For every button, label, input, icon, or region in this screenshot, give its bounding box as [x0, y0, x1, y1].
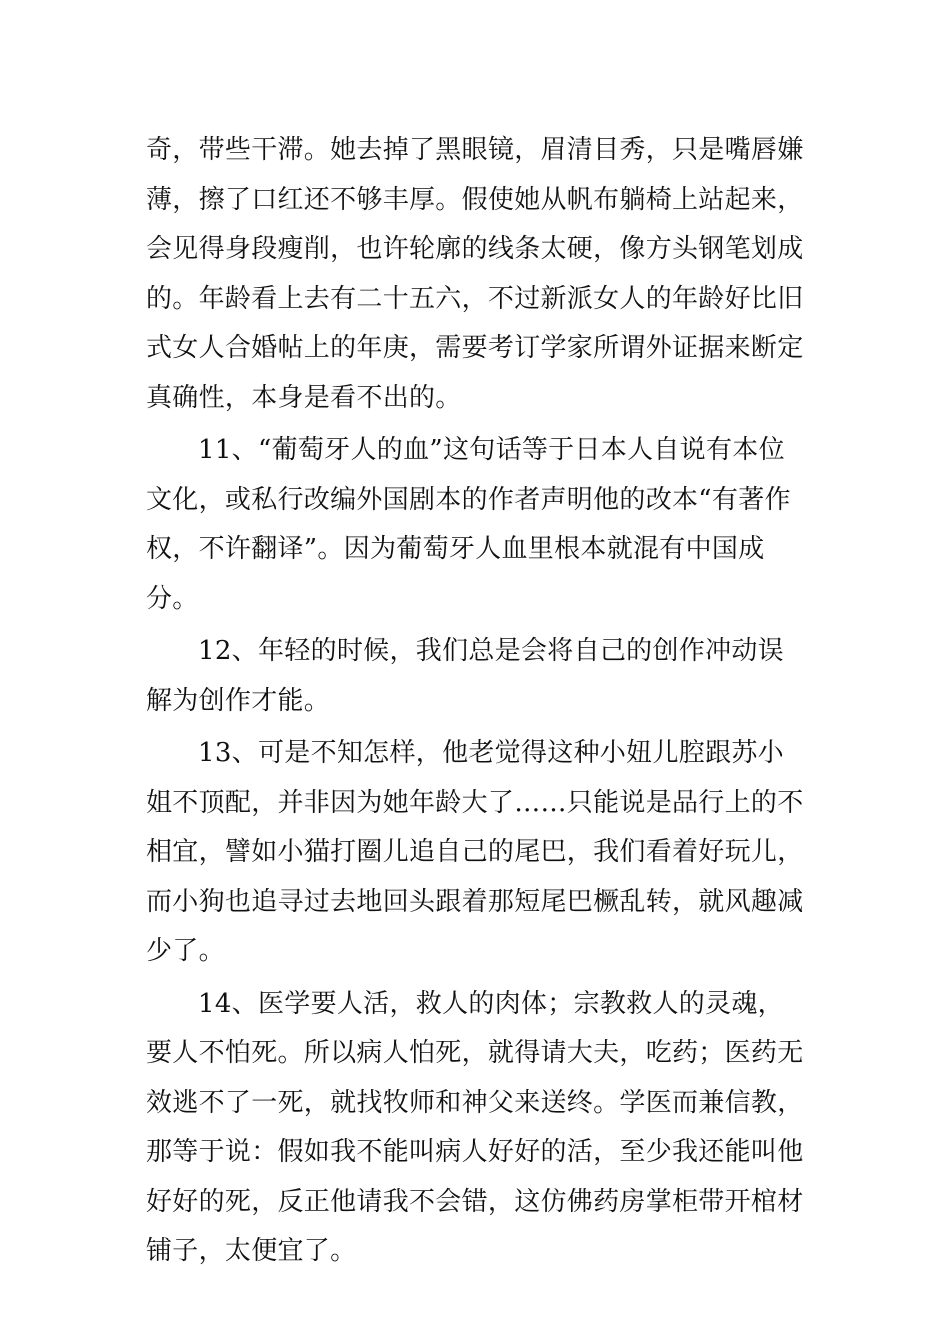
- paragraph-11: 11、“葡萄牙人的血”这句话等于日本人自说有本位文化，或私行改编外国剧本的作者声明他的改本“有著作权，不许翻译”。因为葡萄牙人血里根本就混有中国成分。: [146, 435, 791, 614]
- paragraph-continued: 奇，带些干滞。她去掉了黑眼镜，眉清目秀，只是嘴唇嫌薄，擦了口红还不够丰厚。假使她从帆布躺椅上站起来，会见得身段瘦削，也许轮廓的线条太硬，像方头钢笔划成的。年龄看上去有二十五六，不过新派女人的年龄好比旧式女人合婚帖上的年庚，需要考订学家所谓外证据来断定真确性，本身是看不出的。: [146, 135, 804, 413]
- body-text: [146, 126, 810, 1280]
- paragraph-14: 14、医学要人活，救人的肉体；宗教救人的灵魂，要人不怕死。所以病人怕死，就得请大夫，吃药；医药无效逃不了一死，就找牧师和神父来送终。学医而兼信教，那等于说：假如我不能叫病人好好的活，至少我还能叫他好好的死，反正他请我不会错，这仿佛药房掌柜带开棺材铺子，太便宜了。: [146, 988, 804, 1266]
- paragraph-12: 12、年轻的时候，我们总是会将自己的创作冲动误解为创作才能。: [146, 636, 784, 716]
- paragraph-13: 13、可是不知怎样，他老觉得这种小妞儿腔跟苏小姐不顶配，并非因为她年龄大了……只能说是品行上的不相宜，譬如小猫打圈儿追自己的尾巴，我们看着好玩儿，而小狗也追寻过去地回头跟着那短尾巴橛乱转，就风趣减少了。: [146, 738, 804, 966]
